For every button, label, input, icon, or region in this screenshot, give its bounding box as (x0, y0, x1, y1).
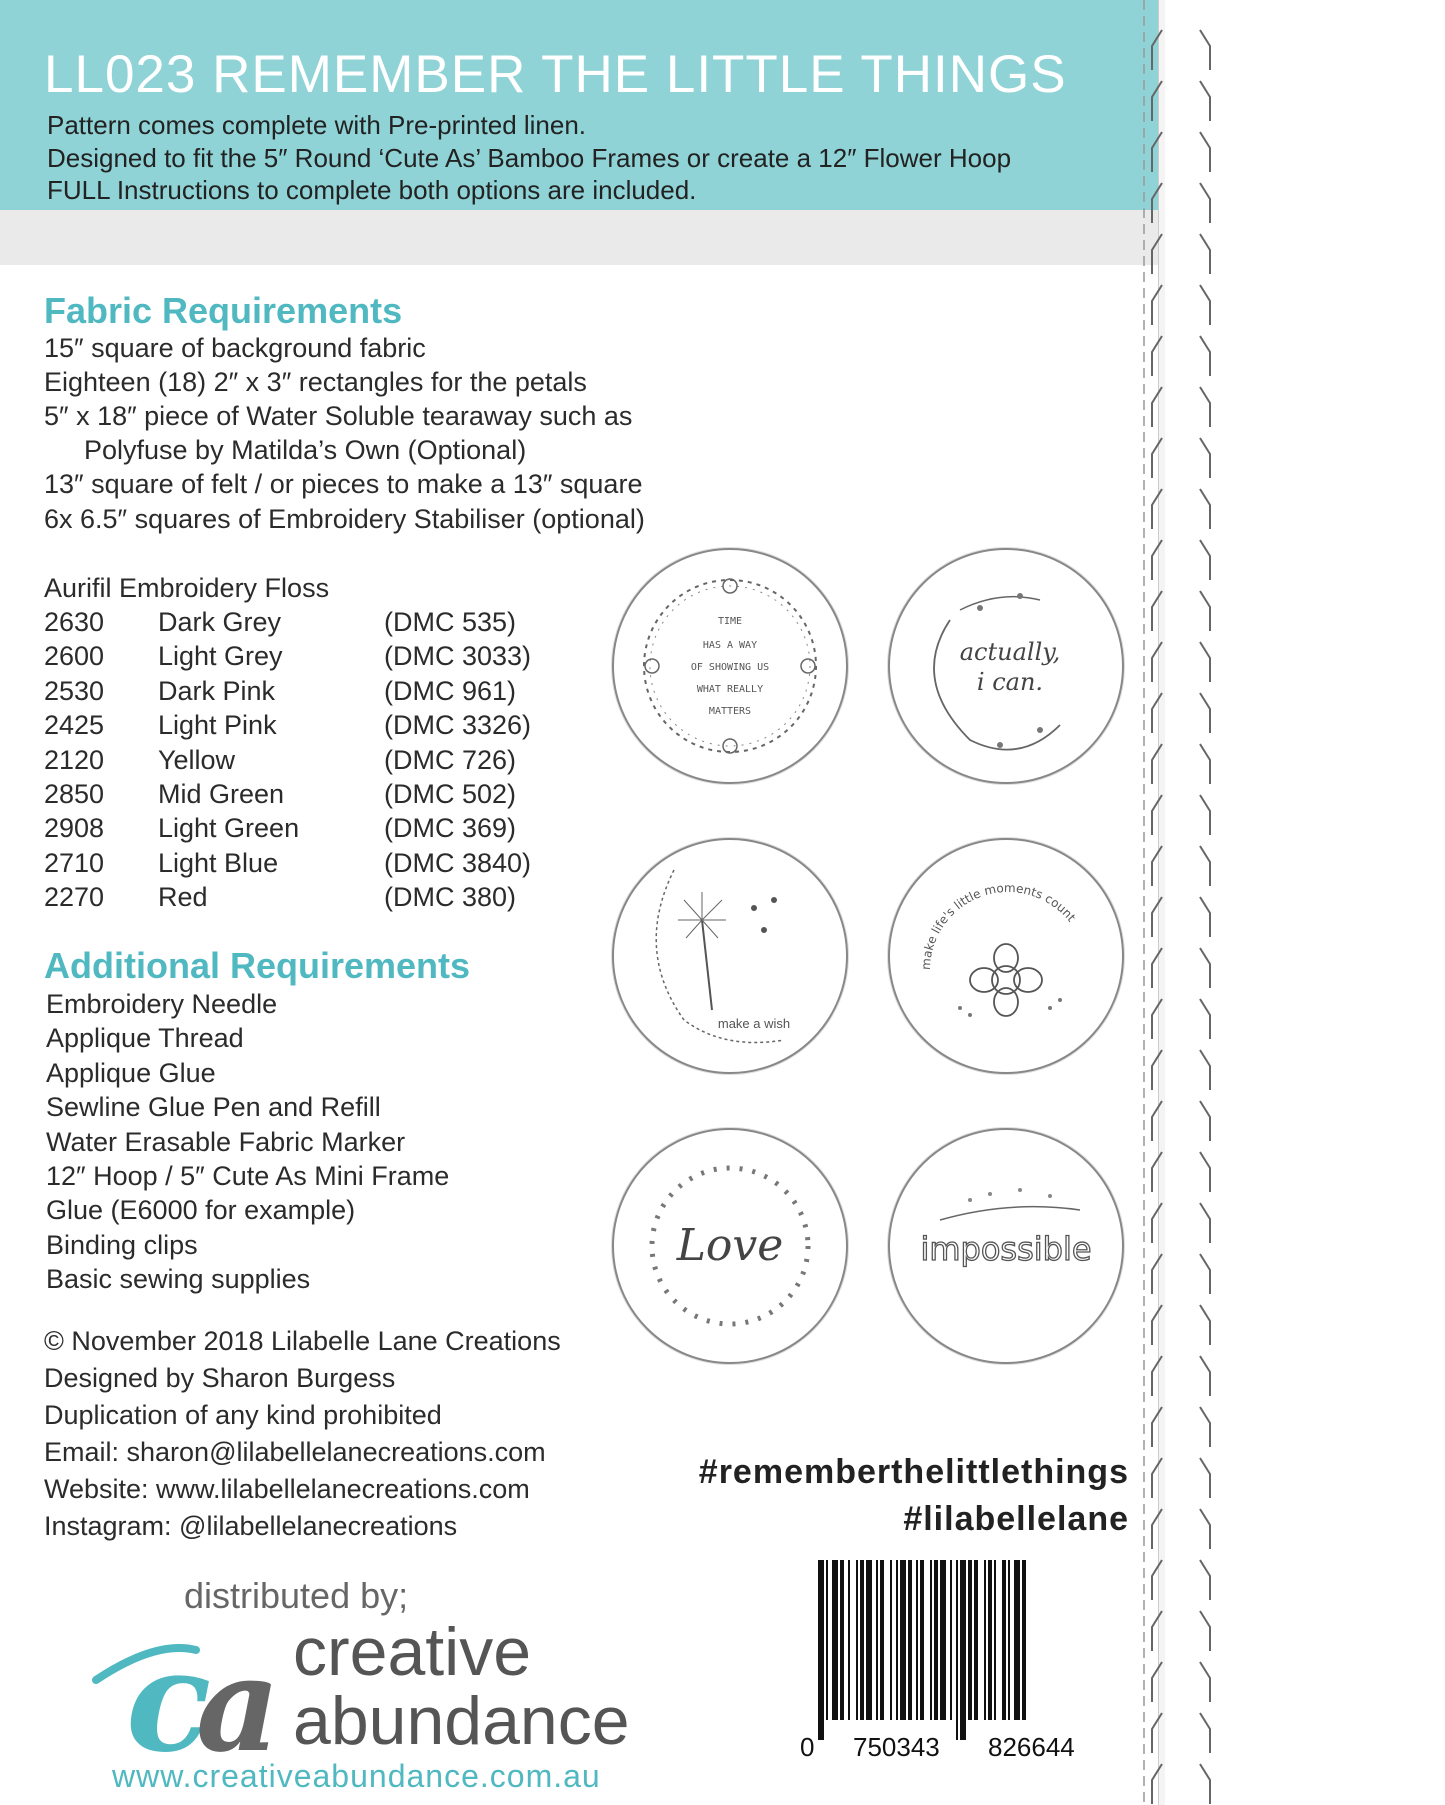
svg-text:c: c (126, 1620, 212, 1770)
stitch-mark (1200, 336, 1210, 376)
stitch-mark (1152, 999, 1162, 1039)
barcode-bar (840, 1560, 844, 1720)
stitch-mark (1152, 1050, 1162, 1090)
design-moments-circle (888, 838, 1124, 1074)
additional-item: Applique Thread (46, 1023, 244, 1054)
stitch-mark (1152, 1356, 1162, 1396)
stitch-mark (1200, 234, 1210, 274)
stitch-mark (1200, 897, 1210, 937)
svg-text:actually,: actually, (959, 638, 1061, 666)
stitch-mark (1200, 1458, 1210, 1498)
stitch-mark (1152, 1407, 1162, 1447)
barcode-bar (1008, 1560, 1010, 1720)
stitch-mark (1152, 1203, 1162, 1243)
stitch-mark (1152, 1254, 1162, 1294)
floss-name: Dark Pink (158, 675, 276, 706)
stitch-mark (1200, 1101, 1210, 1141)
stitch-mark (1152, 81, 1162, 121)
header-line-2: Designed to fit the 5″ Round ‘Cute As’ Bamboo Frames or create a 12″ Flower Hoop (47, 143, 1012, 173)
stitch-mark (1200, 183, 1210, 223)
svg-text:make a wish: make a wish (717, 1016, 791, 1031)
credits-line: © November 2018 Lilabelle Lane Creations (44, 1326, 561, 1356)
stitch-mark (1200, 132, 1210, 172)
stitch-mark (1200, 642, 1210, 682)
barcode-bar (960, 1560, 966, 1740)
stitch-mark (1200, 1764, 1210, 1804)
floss-heading: Aurifil Embroidery Floss (44, 573, 330, 603)
stitch-mark (1152, 1305, 1162, 1345)
design-impossible-circle (888, 1128, 1124, 1364)
barcode-bar (1022, 1560, 1026, 1720)
barcode-digits-left: 750343 (853, 1732, 940, 1762)
stitch-mark (1152, 438, 1162, 478)
stitch-edge-icon (1140, 0, 1230, 1805)
ca-logo-icon (86, 1610, 306, 1770)
stitch-mark (1152, 30, 1162, 70)
stitch-mark (1152, 1560, 1162, 1600)
barcode-bar (920, 1560, 924, 1720)
stitch-mark (1200, 387, 1210, 427)
barcode-bar (860, 1560, 864, 1720)
stitch-mark (1200, 795, 1210, 835)
barcode (800, 1560, 1112, 1745)
barcode-bar (994, 1560, 996, 1720)
floss-code: 2850 (44, 779, 105, 809)
stitch-mark (1200, 30, 1210, 70)
floss-dmc: (DMC 369) (384, 813, 517, 844)
additional-item: Binding clips (46, 1229, 198, 1260)
barcode-bar (930, 1560, 932, 1720)
barcode-bar (968, 1560, 972, 1720)
distributor-url: www.creativeabundance.com.au (112, 1758, 601, 1794)
additional-heading: Additional Requirements (44, 945, 471, 986)
stitch-mark (1200, 1560, 1210, 1600)
svg-text:WHAT REALLY: WHAT REALLY (696, 684, 764, 695)
floss-code: 2630 (44, 607, 105, 637)
stitch-mark (1152, 1458, 1162, 1498)
barcode-bar (866, 1560, 872, 1720)
stitch-mark (1200, 1662, 1210, 1702)
barcode-bar (896, 1560, 898, 1720)
floss-dmc: (DMC 380) (384, 882, 517, 913)
stitch-mark (1152, 744, 1162, 784)
fabric-item: Eighteen (18) 2″ x 3″ rectangles for the petals (44, 367, 587, 397)
floss-dmc: (DMC 502) (384, 779, 517, 809)
floss-code: 2908 (44, 813, 105, 844)
barcode-bar (856, 1560, 858, 1720)
floss-dmc: (DMC 535) (384, 607, 517, 637)
fabric-item: Polyfuse by Matilda’s Own (Optional) (84, 435, 527, 465)
stitch-mark (1152, 1152, 1162, 1192)
credits-line: Email: sharon@lilabellelanecreations.com (44, 1437, 546, 1467)
stitch-mark (1152, 234, 1162, 274)
barcode-bar (988, 1560, 992, 1720)
additional-item: Water Erasable Fabric Marker (46, 1126, 406, 1157)
header-grey-band (0, 210, 1160, 265)
barcode-bars-icon (800, 1560, 1112, 1745)
stitch-mark (1152, 846, 1162, 886)
barcode-bar (974, 1560, 978, 1720)
credits-line: Designed by Sharon Burgess (44, 1363, 396, 1393)
floss-name: Red (158, 882, 208, 913)
barcode-bar (908, 1560, 912, 1720)
additional-item: 12″ Hoop / 5″ Cute As Mini Frame (46, 1161, 450, 1191)
floral-arc-icon (890, 550, 1122, 782)
stitch-mark (1152, 336, 1162, 376)
stitch-mark (1200, 1509, 1210, 1549)
barcode-bar (1002, 1560, 1006, 1720)
stitch-mark (1152, 591, 1162, 631)
stitch-mark (1200, 1305, 1210, 1345)
design-love-circle (612, 1128, 848, 1364)
stitch-mark (1200, 1356, 1210, 1396)
barcode-bar (900, 1560, 906, 1720)
floss-name: Mid Green (158, 779, 285, 809)
additional-item: Basic sewing supplies (46, 1264, 311, 1295)
fabric-item: 13″ square of felt / or pieces to make a 13″ square (44, 469, 643, 499)
floss-name: Light Grey (158, 641, 283, 672)
page-title: LL023 REMEMBER THE LITTLE THINGS (44, 45, 1067, 104)
barcode-bar (984, 1560, 986, 1720)
barcode-bar (818, 1560, 824, 1740)
barcode-bar (890, 1560, 892, 1720)
stitch-mark (1200, 1050, 1210, 1090)
stitch-mark (1200, 591, 1210, 631)
stitch-mark (1152, 1764, 1162, 1804)
stitch-mark (1200, 285, 1210, 325)
stitch-mark (1200, 1203, 1210, 1243)
svg-text:MATTERS: MATTERS (708, 706, 752, 717)
stitch-mark (1200, 846, 1210, 886)
hashtag-1: #rememberthelittlethings (698, 1453, 1129, 1491)
floss-code: 2710 (44, 847, 105, 878)
barcode-bar (848, 1560, 850, 1720)
svg-text:Love: Love (676, 1220, 784, 1271)
barcode-bar (832, 1560, 838, 1720)
header-line-1: Pattern comes complete with Pre-printed linen. (47, 110, 587, 140)
svg-text:i can.: i can. (976, 668, 1044, 696)
floss-dmc: (DMC 961) (384, 675, 517, 706)
floss-code: 2600 (44, 641, 105, 672)
barcode-bar (950, 1560, 952, 1720)
stitch-mark (1152, 1101, 1162, 1141)
credits-line: Website: www.lilabellelanecreations.com (44, 1474, 530, 1504)
stitch-mark (1200, 438, 1210, 478)
floss-dmc: (DMC 3326) (384, 710, 532, 741)
svg-text:OF SHOWING US: OF SHOWING US (690, 662, 770, 673)
stitch-mark (1200, 489, 1210, 529)
dandelion-icon (614, 840, 846, 1072)
stitch-mark (1152, 489, 1162, 529)
credits-line: Duplication of any kind prohibited (44, 1400, 442, 1430)
stitch-mark (1200, 744, 1210, 784)
stitch-mark (1200, 693, 1210, 733)
floss-dmc: (DMC 3033) (384, 641, 532, 672)
floral-wreath-icon (614, 550, 846, 782)
barcode-bar (934, 1560, 938, 1720)
stitch-mark (1152, 387, 1162, 427)
barcode-bar (916, 1560, 918, 1720)
stitch-mark (1200, 1713, 1210, 1753)
barcode-bar (956, 1560, 958, 1740)
stitch-mark (1200, 81, 1210, 121)
svg-text:TIME: TIME (717, 616, 743, 627)
stitch-mark (1152, 285, 1162, 325)
svg-text:impossible: impossible (920, 1230, 1092, 1268)
stitch-mark (1152, 642, 1162, 682)
branch-icon (890, 1130, 1122, 1362)
distributor-label: distributed by; (184, 1575, 409, 1616)
stitch-mark (1200, 1152, 1210, 1192)
stitch-mark (1152, 183, 1162, 223)
floss-dmc: (DMC 3840) (384, 847, 532, 878)
stitch-mark (1200, 540, 1210, 580)
stitch-mark (1200, 1254, 1210, 1294)
fabric-item: 15″ square of background fabric (44, 333, 426, 363)
additional-item: Embroidery Needle (46, 989, 278, 1019)
stitch-mark (1200, 1407, 1210, 1447)
stitch-mark (1152, 540, 1162, 580)
additional-item: Glue (E6000 for example) (46, 1195, 356, 1226)
barcode-digit-first: 0 (800, 1732, 815, 1762)
stitch-mark (1200, 999, 1210, 1039)
floss-dmc: (DMC 726) (384, 744, 517, 775)
floss-name: Light Green (158, 813, 300, 844)
floss-name: Yellow (158, 744, 236, 775)
stitch-mark (1152, 795, 1162, 835)
additional-item: Applique Glue (46, 1057, 216, 1088)
barcode-bar (1014, 1560, 1020, 1720)
design-wish-circle (612, 838, 848, 1074)
barcode-bar (880, 1560, 884, 1720)
stitch-mark (1200, 948, 1210, 988)
barcode-digits-right: 826644 (988, 1732, 1075, 1762)
svg-text:a: a (196, 1628, 281, 1770)
design-time-circle (612, 548, 848, 784)
stitch-mark (1152, 693, 1162, 733)
barcode-bar (876, 1560, 878, 1720)
flower-butterfly-icon (890, 840, 1122, 1072)
stitch-mark (1200, 1611, 1210, 1651)
svg-text:HAS A WAY: HAS A WAY (702, 640, 758, 651)
barcode-bar (940, 1560, 946, 1720)
floss-code: 2425 (44, 710, 105, 741)
floss-name: Light Blue (158, 847, 279, 878)
distributor-name-1: creative (293, 1614, 532, 1690)
stitch-mark (1152, 948, 1162, 988)
heart-dots-icon (614, 1130, 846, 1362)
stitch-mark (1152, 1509, 1162, 1549)
design-actually-circle (888, 548, 1124, 784)
stitch-mark (1152, 1713, 1162, 1753)
floss-code: 2120 (44, 744, 105, 775)
floss-name: Dark Grey (158, 607, 282, 637)
header-line-3: FULL Instructions to complete both options are included. (47, 175, 697, 205)
floss-name: Light Pink (158, 710, 277, 741)
stitch-mark (1152, 1611, 1162, 1651)
stitch-mark (1152, 897, 1162, 937)
fabric-heading: Fabric Requirements (44, 290, 403, 331)
stitch-mark (1152, 132, 1162, 172)
floss-code: 2530 (44, 675, 105, 706)
credits-line: Instagram: @lilabellelanecreations (44, 1511, 458, 1541)
fabric-item: 6x 6.5″ squares of Embroidery Stabiliser (optional) (44, 504, 645, 534)
svg-text:make life's little moments cou: make life's little moments count (918, 880, 1079, 971)
distributor-name-2: abundance (293, 1683, 630, 1759)
fabric-item: 5″ x 18″ piece of Water Soluble tearaway such as (44, 401, 633, 431)
barcode-bar (826, 1560, 828, 1720)
hashtag-2: #lilabellelane (903, 1500, 1129, 1538)
additional-item: Sewline Glue Pen and Refill (46, 1092, 381, 1123)
stitch-mark (1152, 1662, 1162, 1702)
floss-code: 2270 (44, 882, 105, 913)
